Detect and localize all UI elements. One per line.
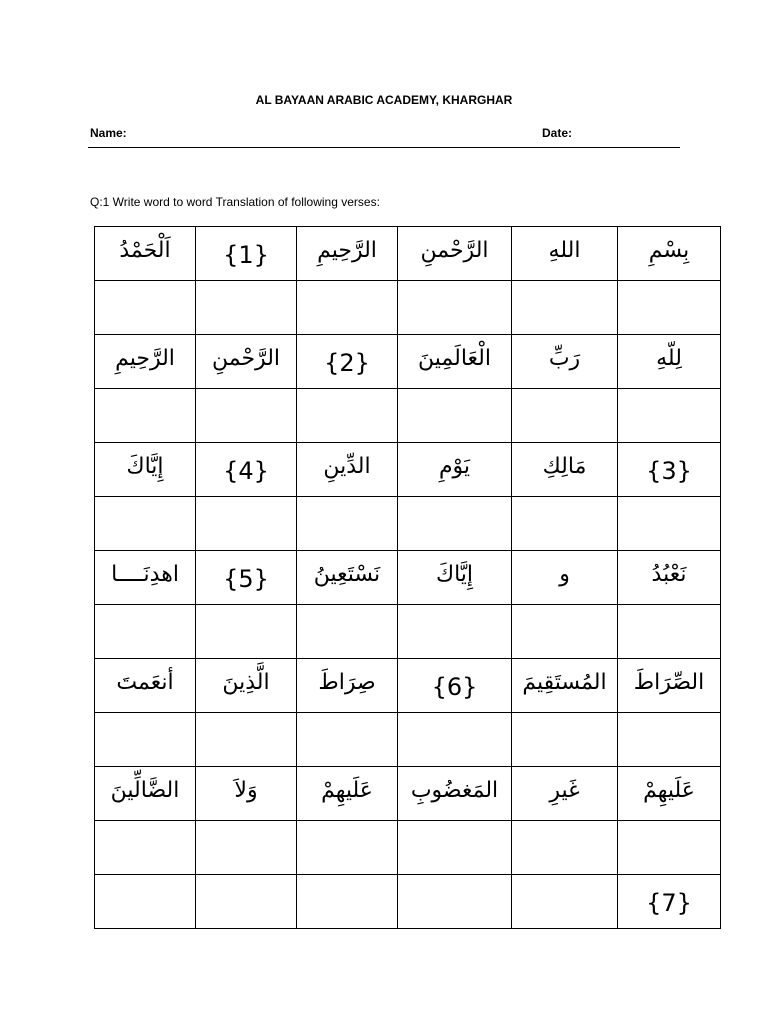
arabic-word: لِلّهِ — [656, 346, 682, 371]
answer-cell[interactable] — [618, 821, 721, 875]
word-cell — [297, 659, 398, 713]
answer-cell[interactable] — [196, 713, 297, 767]
arabic-word: يَوْمِ — [438, 454, 471, 479]
word-cell — [297, 335, 398, 389]
word-cell — [618, 767, 721, 821]
translation-row-2 — [95, 389, 721, 443]
word-cell — [618, 659, 721, 713]
answer-cell[interactable] — [618, 281, 721, 335]
verse-row-4 — [95, 551, 721, 605]
translation-row-6 — [95, 821, 721, 875]
word-cell — [398, 767, 512, 821]
answer-cell[interactable] — [95, 389, 196, 443]
answer-cell[interactable] — [196, 605, 297, 659]
academy-title: AL BAYAAN ARABIC ACADEMY, KHARGHAR — [255, 93, 513, 107]
translation-grid — [94, 226, 721, 929]
arabic-word: إِيَّاكَ — [126, 454, 164, 479]
verse-row-3 — [95, 443, 721, 497]
answer-cell[interactable] — [297, 281, 398, 335]
word-cell — [196, 767, 297, 821]
answer-cell[interactable] — [196, 497, 297, 551]
answer-cell[interactable] — [398, 281, 512, 335]
arabic-word: الرَّحِيمِ — [115, 346, 175, 371]
answer-cell[interactable] — [512, 875, 618, 929]
arabic-word: عَلَيهِمْ — [643, 778, 695, 803]
arabic-word: اللهِ — [548, 238, 581, 263]
word-cell — [512, 551, 618, 605]
verse-row-1 — [95, 227, 721, 281]
word-cell — [95, 335, 196, 389]
verse-number: {1} — [223, 240, 269, 269]
word-cell — [512, 443, 618, 497]
word-cell — [196, 227, 297, 281]
answer-cell[interactable] — [398, 497, 512, 551]
arabic-word: اَلْحَمْدُ — [119, 238, 171, 263]
arabic-word: الرَّحْمنِ — [211, 346, 281, 371]
answer-cell[interactable] — [512, 389, 618, 443]
answer-cell[interactable] — [398, 713, 512, 767]
answer-cell[interactable] — [618, 605, 721, 659]
word-cell — [512, 227, 618, 281]
word-cell — [618, 443, 721, 497]
name-label: Name: — [90, 126, 127, 140]
verse-number: {7} — [646, 888, 692, 917]
answer-cell[interactable] — [512, 497, 618, 551]
answer-cell[interactable] — [512, 713, 618, 767]
word-cell — [398, 551, 512, 605]
verse-number: {2} — [324, 348, 370, 377]
answer-cell[interactable] — [95, 497, 196, 551]
answer-cell[interactable] — [196, 389, 297, 443]
answer-cell[interactable] — [398, 605, 512, 659]
word-cell — [297, 227, 398, 281]
word-cell — [196, 551, 297, 605]
word-cell — [398, 659, 512, 713]
answer-cell[interactable] — [618, 713, 721, 767]
arabic-word: الرَّحْمنِ — [420, 238, 489, 263]
word-cell — [95, 659, 196, 713]
arabic-word: صِرَاطَ — [318, 670, 376, 695]
word-cell — [196, 659, 297, 713]
arabic-word: نَسْتَعِينُ — [313, 562, 381, 587]
arabic-word: اهدِنَــــا — [111, 562, 179, 587]
verse-number: {3} — [646, 456, 692, 485]
arabic-word: وَلاَ — [234, 778, 258, 803]
arabic-word: نَعْبُدُ — [651, 562, 687, 587]
word-cell — [398, 227, 512, 281]
answer-cell[interactable] — [618, 497, 721, 551]
word-cell — [95, 551, 196, 605]
answer-cell[interactable] — [196, 281, 297, 335]
answer-cell[interactable] — [297, 821, 398, 875]
arabic-word: بِسْمِ — [648, 238, 690, 263]
word-cell — [398, 335, 512, 389]
answer-cell[interactable] — [512, 605, 618, 659]
word-cell — [618, 335, 721, 389]
word-cell — [512, 335, 618, 389]
arabic-word: الرَّحِيمِ — [317, 238, 377, 263]
translation-row-4 — [95, 605, 721, 659]
translation-row-1 — [95, 281, 721, 335]
word-cell — [297, 551, 398, 605]
word-cell — [618, 875, 721, 929]
word-cell — [512, 659, 618, 713]
answer-cell[interactable] — [512, 281, 618, 335]
word-cell — [618, 227, 721, 281]
answer-cell[interactable] — [512, 821, 618, 875]
name-date-line — [88, 147, 680, 148]
verse-row-7 — [95, 875, 721, 929]
verse-row-2 — [95, 335, 721, 389]
arabic-word: المَغضُوبِ — [410, 778, 499, 803]
verse-row-5 — [95, 659, 721, 713]
translation-row-3 — [95, 497, 721, 551]
answer-cell[interactable] — [95, 713, 196, 767]
arabic-word: غَيرِ — [549, 778, 580, 803]
arabic-word: الصِّرَاطَ — [633, 670, 705, 695]
word-cell — [196, 335, 297, 389]
arabic-word: الْعَالَمِينَ — [418, 346, 491, 371]
word-cell — [512, 767, 618, 821]
arabic-word: عَلَيهِمْ — [321, 778, 373, 803]
answer-cell[interactable] — [398, 389, 512, 443]
arabic-word: الَّذِينَ — [222, 670, 270, 695]
word-cell — [398, 443, 512, 497]
verse-number: {6} — [431, 672, 478, 701]
translation-row-5 — [95, 713, 721, 767]
answer-cell[interactable] — [297, 497, 398, 551]
answer-cell[interactable] — [95, 605, 196, 659]
answer-cell[interactable] — [95, 821, 196, 875]
arabic-word: الدِّينِ — [323, 454, 371, 479]
question-text: Q:1 Write word to word Translation of following verses: — [90, 195, 380, 209]
word-cell — [196, 443, 297, 497]
answer-cell[interactable] — [618, 389, 721, 443]
word-cell — [618, 551, 721, 605]
arabic-word: أنعَمتَ — [116, 670, 174, 695]
answer-cell[interactable] — [95, 281, 196, 335]
arabic-word: و — [559, 562, 570, 587]
arabic-word: الضَّالِّينَ — [110, 778, 180, 803]
verse-row-6 — [95, 767, 721, 821]
word-cell — [95, 443, 196, 497]
word-cell — [95, 227, 196, 281]
verse-number: {5} — [223, 564, 269, 593]
answer-cell[interactable] — [398, 875, 512, 929]
answer-cell[interactable] — [297, 605, 398, 659]
verse-number: {4} — [223, 456, 269, 485]
answer-cell[interactable] — [297, 875, 398, 929]
arabic-word: مَالِكِ — [542, 454, 587, 479]
answer-cell[interactable] — [95, 875, 196, 929]
word-cell — [297, 443, 398, 497]
answer-cell[interactable] — [297, 713, 398, 767]
word-cell — [297, 767, 398, 821]
arabic-word: رَبِّ — [548, 346, 581, 371]
arabic-word: المُستَقِيمَ — [522, 670, 607, 695]
arabic-word: إِيَّاكَ — [435, 562, 474, 587]
answer-cell[interactable] — [196, 875, 297, 929]
date-label: Date: — [542, 126, 573, 140]
word-cell — [95, 767, 196, 821]
answer-cell[interactable] — [398, 821, 512, 875]
answer-cell[interactable] — [297, 389, 398, 443]
answer-cell[interactable] — [196, 821, 297, 875]
